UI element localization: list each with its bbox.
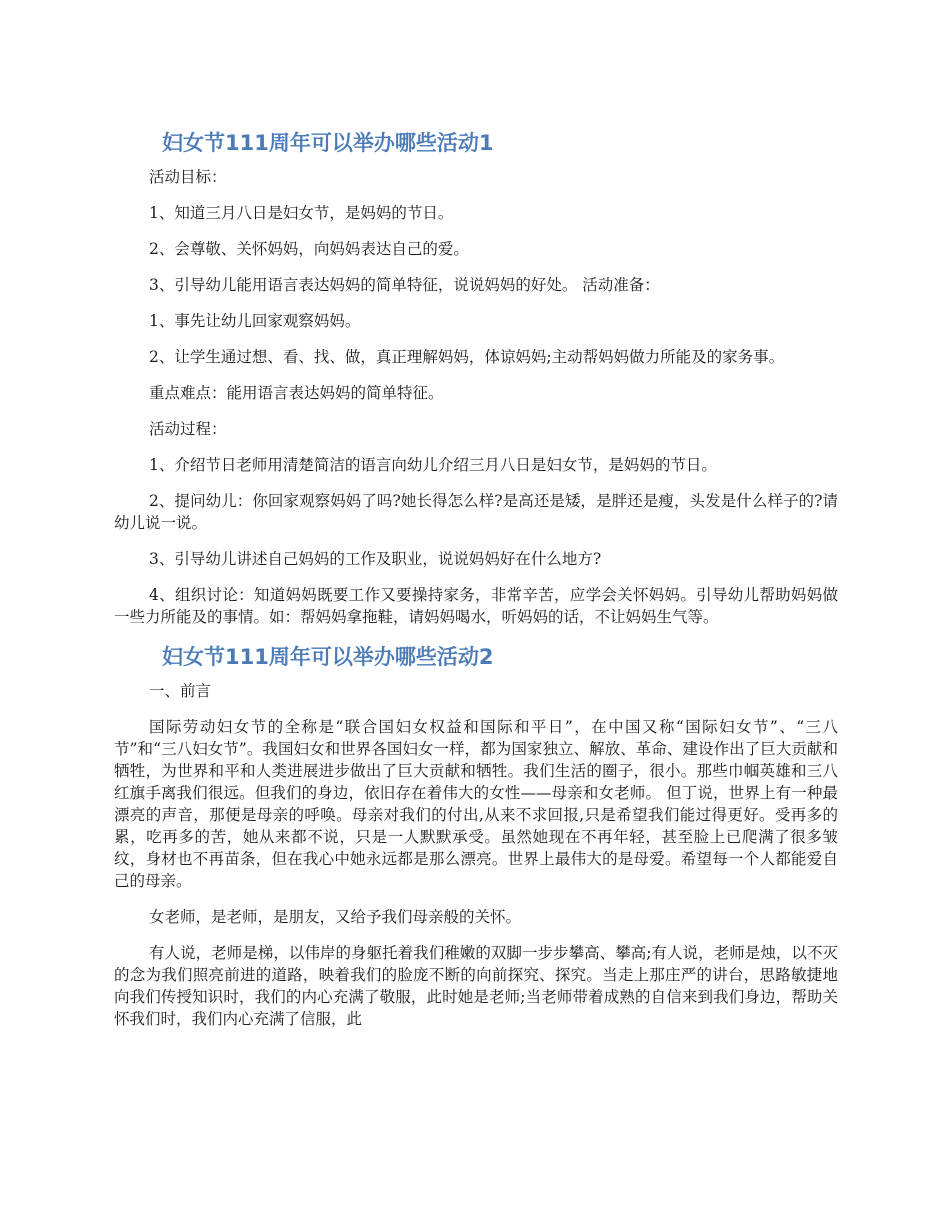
section-1-title: 妇女节111周年可以举办哪些活动1 [162, 131, 494, 155]
paragraph: 重点难点：能用语言表达妈妈的简单特征。 [149, 384, 444, 402]
paragraph: 有人说，老师是梯，以伟岸的身躯托着我们稚嫩的双脚一步步攀高、攀高;有人说，老师是烛，以不灭的念为我们照亮前进的道路，映着我们的脸庞不断的向前探究、探究。当走上那庄严的讲台，思路敏捷地向我们传授知识时，我们的内心充满了敬服，此时她是老师;当老师带着成熟的自信来到我们身边，帮助关怀我们时，我们内心充满了信服，此 [114, 944, 838, 1028]
section-2-title: 妇女节111周年可以举办哪些活动2 [162, 645, 494, 669]
paragraph: 1、事先让幼儿回家观察妈妈。 [149, 312, 361, 330]
paragraph: 3、引导幼儿能用语言表达妈妈的简单特征，说说妈妈的好处。 活动准备： [149, 276, 660, 294]
paragraph: 女老师，是老师，是朋友，又给予我们母亲般的关怀。 [149, 908, 522, 926]
paragraph: 一、前言 [149, 682, 212, 700]
paragraph: 2、会尊敬、关怀妈妈，向妈妈表达自己的爱。 [149, 240, 469, 258]
paragraph: 1、介绍节日老师用清楚简洁的语言向幼儿介绍三月八日是妇女节，是妈妈的节日。 [149, 456, 717, 474]
paragraph: 3、引导幼儿讲述自己妈妈的工作及职业，说说妈妈好在什么地方? [149, 550, 602, 568]
paragraph: 2、提问幼儿：你回家观察妈妈了吗?她长得怎么样?是高还是矮，是胖还是瘦，头发是什么样子的?请幼儿说一说。 [114, 492, 838, 532]
paragraph: 国际劳动妇女节的全称是“联合国妇女权益和国际和平日”，在中国又称“国际妇女节”、“三八节”和“三八妇女节”。我国妇女和世界各国妇女一样，都为国家独立、解放、革命、建设作出了巨大贡献和牺牲，为世界和平和人类进展进步做出了巨大贡献和牺牲。我们生活的圈子，很小。那些巾帼英雄和三八红旗手离我们很远。但我们的身边，依旧存在着伟大的女性——母亲和女老师。 但丁说，世界上有一种最漂亮的声音，那便是母亲的呼唤。母亲对我们的付出,从来不求回报,只是希望我们能过得更好。受再多的累，吃再多的苦，她从来都不说，只是一人默默承受。虽然她现在不再年轻，甚至脸上已爬满了很多皱纹，身材也不再苗条，但在我心中她永远都是那么漂亮。世界上最伟大的是母爱。希望每一个人都能爱自己的母亲。 [114, 718, 838, 890]
paragraph: 2、让学生通过想、看、找、做，真正理解妈妈，体谅妈妈;主动帮妈妈做力所能及的家务事。 [149, 348, 785, 366]
paragraph: 1、知道三月八日是妇女节，是妈妈的节日。 [149, 204, 454, 222]
paragraph: 4、组织讨论：知道妈妈既要工作又要操持家务，非常辛苦，应学会关怀妈妈。引导幼儿帮助妈妈做一些力所能及的事情。如：帮妈妈拿拖鞋，请妈妈喝水，听妈妈的话，不让妈妈生气等。 [114, 586, 838, 626]
paragraph: 活动目标： [149, 168, 227, 186]
paragraph: 活动过程： [149, 420, 227, 438]
